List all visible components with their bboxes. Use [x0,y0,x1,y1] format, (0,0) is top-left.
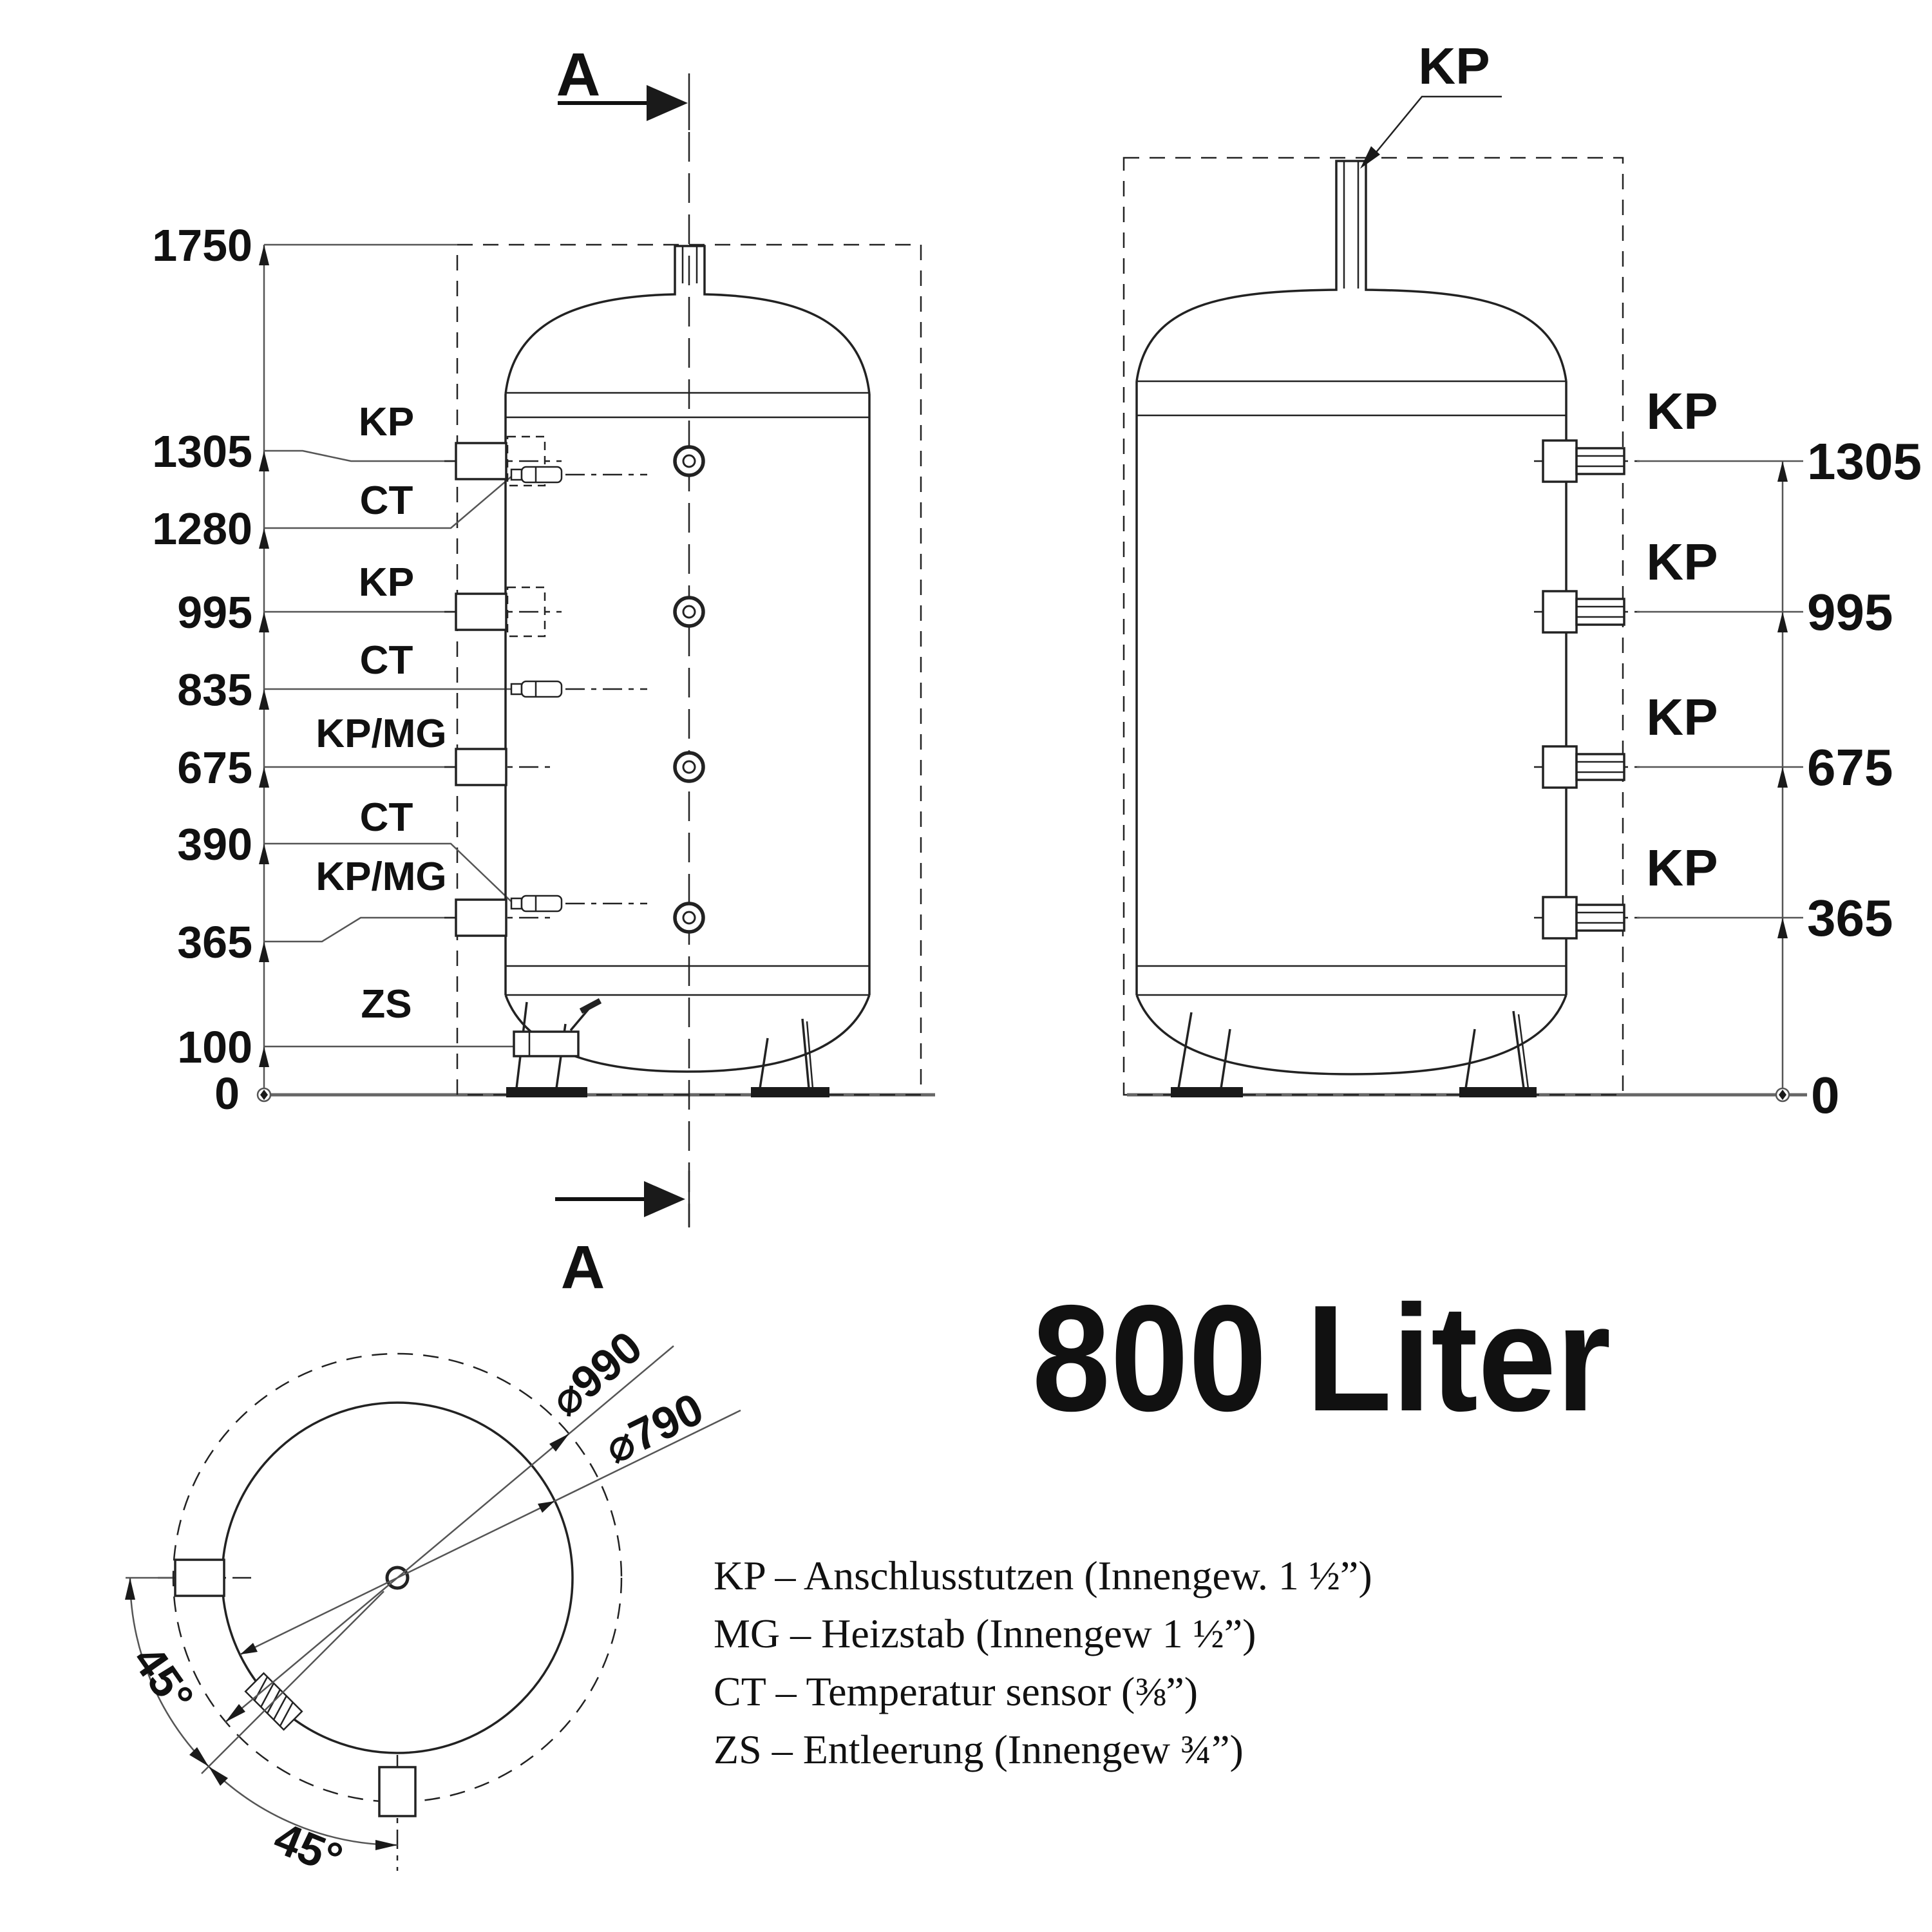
dim-value: 365 [1807,889,1893,947]
foot-line [1519,1014,1528,1088]
dim-value: 365 [177,917,252,967]
angle-value: 45° [123,1636,204,1721]
well-circle [675,753,703,781]
ladder-arrow [259,767,269,788]
nozzle-kpmg-675 [456,749,506,785]
legend-line-mg: MG – Heizstab (Innengew 1 ½”) [714,1611,1256,1656]
ladder-arrow [259,451,269,471]
volume-title [1032,1274,1611,1443]
port-label: KP [358,400,415,444]
ladder-arrow [1777,918,1788,938]
diameter-value: ⌀990 [540,1321,652,1426]
dim-value: 100 [177,1022,252,1072]
port-label: CT [359,795,413,840]
dimension-ladder-left [152,220,519,1119]
ladder-arrow [259,1046,269,1067]
nozzle-tube [1577,905,1624,931]
port-label: KP [1646,533,1718,591]
west-nozzle [175,1560,224,1596]
ext-365 [264,918,457,942]
ladder-arrow [259,942,269,962]
nozzle-tube [1577,754,1624,780]
foot-line [1513,1011,1524,1088]
top-port-callout [1360,37,1502,169]
angle-label-a [123,1636,204,1721]
ladder-arrow [259,844,269,864]
nozzle-tube [1577,599,1624,625]
port-label: KP/MG [316,712,447,756]
dia-990-line [225,1346,674,1722]
port-label: KP [358,560,415,605]
dim-value: 1750 [152,220,252,270]
nozzle-block [1543,746,1577,788]
ladder-arrow [259,245,269,265]
volume-title-text: 800 Liter [1032,1274,1611,1443]
foot-line [1179,1012,1191,1088]
diameter-value: ⌀790 [596,1383,711,1473]
cut-arrowhead-bottom [644,1181,685,1217]
dim-value: 1305 [152,426,252,477]
side-ports [1534,383,1718,938]
section-marker-bottom: A [560,1233,605,1302]
section-marker-top: A [556,41,601,109]
ladder-arrow [259,689,269,710]
port-label: KP [1418,37,1490,95]
legend [714,1553,1372,1772]
ext-1305 [264,451,457,461]
tank-top-dome [506,246,869,394]
port-label: ZS [361,982,412,1027]
foot-line [760,1038,768,1088]
tank-bottom-dome [1137,995,1566,1074]
nozzle-block [1543,440,1577,482]
ct-plug-1280 [511,467,647,482]
tank-front [1137,161,1566,1097]
dim-value: 1305 [1807,433,1922,490]
radial-45-line [202,1591,384,1774]
ct-plug-tip [511,898,522,909]
dim-value: 995 [177,587,252,638]
ladder-arrow [1777,612,1788,632]
nozzle-block [1543,897,1577,938]
nozzle-block [1543,591,1577,632]
dia-arrowhead [240,1643,258,1654]
port-label: KP [1646,688,1718,746]
ct-plug-390 [511,896,647,911]
ladder-arrow [1777,461,1788,482]
nozzle-kp-1305 [456,443,506,479]
dim-value: 675 [1807,739,1893,796]
port-label: KP [1646,383,1718,440]
ct-plug-tip [511,469,522,480]
dia-arrowhead [538,1501,554,1513]
cut-arrowhead-top [647,85,688,121]
well-circle [675,904,703,932]
angle-label-b [267,1812,349,1884]
dia-arrowhead [549,1434,569,1452]
dia-arrowhead [225,1704,245,1722]
dim-value: 995 [1807,583,1893,641]
foot-plate [506,1087,587,1097]
ladder-arrow [259,612,269,632]
tank-top-dome [1137,161,1566,381]
arc-arrowhead [189,1747,209,1766]
port-label: KP/MG [316,855,447,899]
foot-line [1221,1029,1230,1088]
dim-value: 0 [214,1068,240,1119]
ct-plug-tip [511,684,522,694]
top-view [123,1321,741,1884]
zs-valve-handle [581,1001,600,1011]
dim-value: 0 [1811,1066,1840,1124]
south-nozzle [379,1767,415,1816]
ct-plug-835 [511,681,647,697]
ladder-arrow [259,528,269,549]
nozzle-kp-995 [456,594,506,630]
legend-line-kp: KP – Anschlusstutzen (Innengew. 1 ½”) [714,1553,1372,1598]
dim-value: 675 [177,743,252,793]
port-label: CT [359,638,413,683]
port-label: CT [359,478,413,523]
tank-section [444,132,869,1227]
ct-plug-body [522,467,562,482]
port-label: KP [1646,839,1718,896]
legend-line-zs: ZS – Entleerung (Innengew ¾”) [714,1727,1244,1772]
dim-value: 1280 [152,504,252,554]
well-circle [675,447,703,475]
nozzle-kpmg-365 [456,900,506,936]
zs-valve-body [514,1032,578,1056]
arc-arrowhead [125,1578,135,1600]
dim-value: 390 [177,819,252,869]
front-view [1124,37,1922,1124]
foot-plate [1171,1087,1243,1097]
ct-plug-body [522,681,562,697]
foot-plate [751,1087,829,1097]
foot-line [1466,1029,1475,1088]
legend-line-ct: CT – Temperatur sensor (⅜”) [714,1669,1198,1714]
arc-arrowhead [375,1840,397,1850]
ct-plug-body [522,896,562,911]
foot-plate [1459,1087,1537,1097]
angle-value: 45° [267,1812,350,1885]
section-view [152,41,935,1302]
section-cut-arrows [555,41,689,1302]
callout-leader [1368,97,1502,162]
arc-arrowhead [209,1766,228,1786]
dim-value: 835 [177,665,252,715]
ladder-arrow [1777,767,1788,788]
well-circle [675,598,703,626]
nozzle-tube [1577,448,1624,474]
